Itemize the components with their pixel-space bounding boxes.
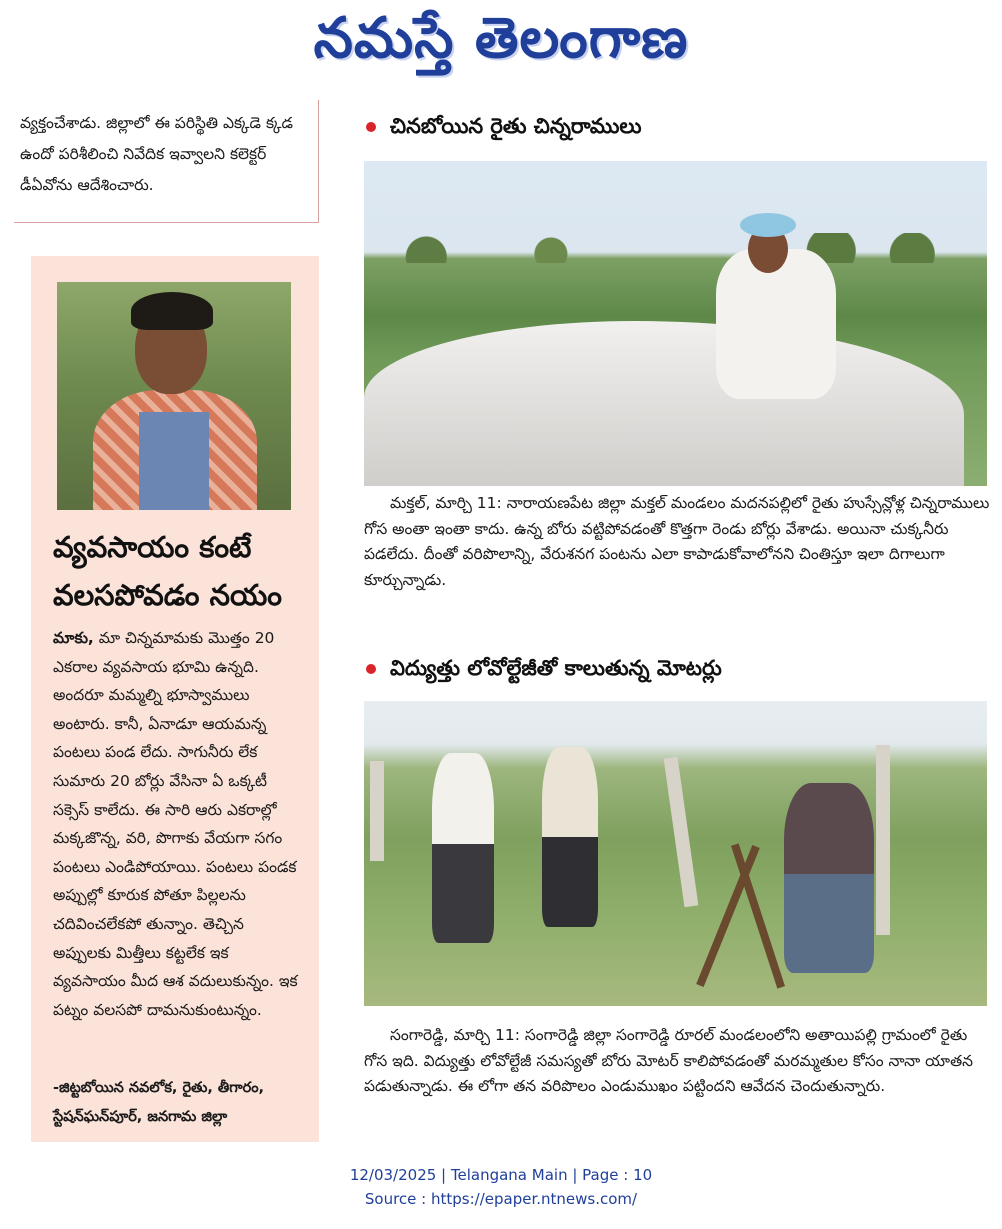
section1-caption: మక్తల్, మార్చి 11: నారాయణపేట జిల్లా మక్తల్ మండలం మదనపల్లిలో రైతు హుస్సేన్లోళ్ల చిన్నరాములు గోస అంతా ఇంతా కాదు. ఉన్న బోరు వట్టిపోవడంతో కొత్తగా రెండు బోర్లు వేశాడు. అయినా చుక్కనీరు పడలేదు. దీంతో వరిపొలాన్ని, వేరుశనగ పంటను ఎలా కాపాడుకోవాలోనని చింతిస్తూ ఇలా దిగాలుగా కూర్చున్నాడు.	[364, 494, 990, 589]
testimonial-signature: -జిట్టబోయిన నవలోక, రైతు, తీగారం, స్టేషన్‌ఘన్‌పూర్, జనగామ జిల్లా	[53, 1080, 265, 1125]
motor-repair-photo	[364, 701, 987, 1006]
photo1-farmer-figure	[716, 249, 836, 399]
photo2-fence-post	[664, 757, 699, 907]
newspaper-title: నమస్తే తెలంగాణ	[313, 6, 689, 71]
intro-text: వ్యక్తంచేశాడు. జిల్లాలో ఈ పరిస్థితి ఎక్కడె క్కడ ఉందో పరిశీలించి నివేదిక ఇవ్వాలని కలెక్టర్ డీఏవోను ఆదేశించారు.	[20, 114, 293, 194]
photo2-fence-post	[876, 745, 890, 935]
photo1-turban	[740, 213, 796, 237]
photo2-worker-3	[784, 783, 874, 973]
portrait-hair	[131, 292, 213, 330]
photo2-worker-1	[432, 753, 494, 943]
testimonial-lead: మాకు,	[53, 629, 94, 647]
testimonial-text: మా చిన్నమామకు మొత్తం 20 ఎకరాల వ్యవసాయ భూమి ఉన్నది. అందరూ మమ్మల్ని భూస్వాములు అంటారు. కానీ, ఏనాడూ ఆయమన్న పంటలు పండ లేదు. సాగునీరు లేక సుమారు 20 బోర్లు వేసినా ఏ ఒక్కటీ సక్సెస్ కాలేదు. ఈ సారి ఆరు ఎకరాల్లో మక్కజొన్న, వరి, పొగాకు వేయగా సగం పంటలు ఎండిపోయాయి. పంటలు పండక అప్పుల్లో కూరుక పోతూ పిల్లలను చదివించలేకపో తున్నాం. తెచ్చిన అప్పులకు మిత్తీలు కట్టలేక ఇక వ్యవసాయం మీద ఆశ వదులుకున్నం. ఇక పట్నం వలసపో దామనుకుంటున్నం.	[53, 629, 298, 1019]
photo1-treeline	[364, 233, 987, 263]
footer-source-link[interactable]: Source : https://epaper.ntnews.com/	[364, 1190, 638, 1208]
photo2-wooden-tripod	[731, 843, 785, 988]
bullet-icon	[366, 664, 376, 674]
footer-date-line: 12/03/2025 | Telangana Main | Page : 10	[349, 1166, 653, 1184]
intro-continuation	[14, 100, 319, 223]
masthead	[0, 0, 1002, 80]
section2-caption: సంగారెడ్డి, మార్చి 11: సంగారెడ్డి జిల్లా సంగారెడ్డి రూరల్ మండలంలోని అతాయిపల్లి గ్రామంలో రైతు గోస ఇది. విద్యుత్తు లోవోల్టేజీ సమస్యతో బోరు మోటర్ కాలిపోవడంతో మరమ్మతుల కోసం నానా యాతన పడుతున్నాడు. ఈ లోగా తన వరిపొలం ఎండుముఖం పట్టిందని ఆవేదన చెందుతున్నారు.	[364, 1026, 974, 1095]
photo2-wooden-tripod	[696, 845, 760, 987]
testimonial-headline-line1: వ్యవసాయం కంటే	[53, 530, 252, 564]
testimonial-body	[53, 624, 301, 1024]
photo2-worker-2	[542, 747, 598, 927]
photo2-fence-post	[370, 761, 384, 861]
farmer-sand-photo	[364, 161, 987, 486]
portrait-shirt	[139, 412, 209, 510]
farmer-testimonial-box	[31, 256, 319, 1142]
photo1-sand-heap	[364, 321, 964, 486]
farmer-portrait-photo	[57, 282, 291, 510]
bullet-icon	[366, 122, 376, 132]
section2-title: విద్యుత్తు లోవోల్టేజీతో కాలుతున్న మోటర్లు	[390, 656, 722, 680]
section1-title: చినబోయిన రైతు చిన్నరాములు	[390, 114, 642, 138]
testimonial-headline-line2: వలసపోవడం నయం	[53, 578, 282, 612]
